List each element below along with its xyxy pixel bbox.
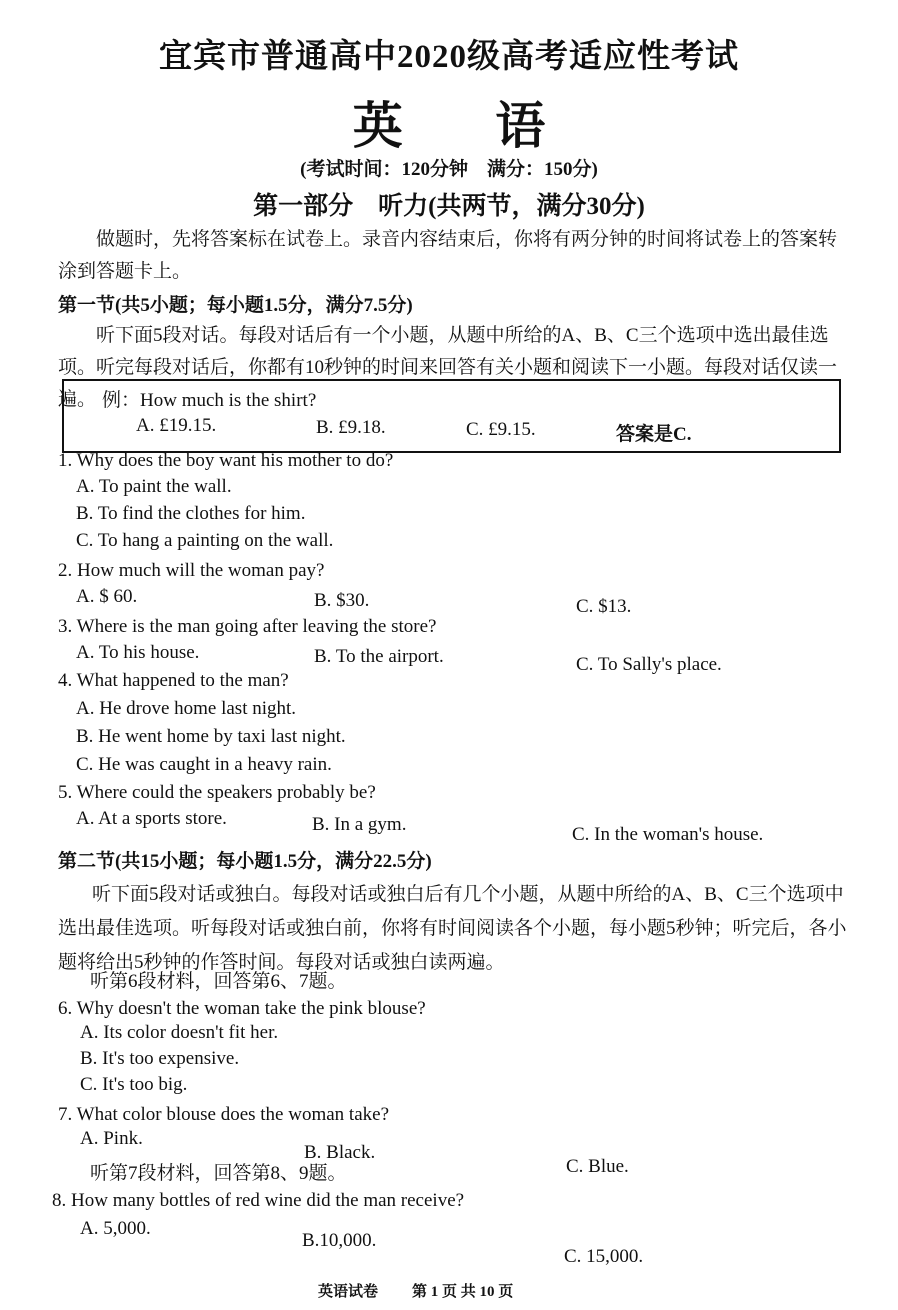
question-4: 4. What happened to the man? xyxy=(58,670,289,691)
part1-instructions: 做题时，先将答案标在试卷上。录音内容结束后，你将有两分钟的时间将试卷上的答案转涂到答题卡上。 xyxy=(58,229,838,282)
q8-option-b: B.10,000. xyxy=(302,1230,377,1251)
q2-option-b: B. $30. xyxy=(314,590,370,611)
q1-option-a: A. To paint the wall. xyxy=(76,476,232,497)
example-box xyxy=(62,379,841,453)
example-option-b: B. £9.18. xyxy=(316,417,386,438)
q8-option-c: C. 15,000. xyxy=(564,1246,644,1267)
material-6-instruction: 听第6段材料，回答第6、7题。 xyxy=(90,971,347,992)
q4-option-c: C. He was caught in a heavy rain. xyxy=(76,754,332,775)
question-6: 6. Why doesn't the woman take the pink blouse? xyxy=(58,998,426,1019)
footer-subject: 英语试卷 xyxy=(318,1284,379,1300)
q7-option-c: C. Blue. xyxy=(566,1156,629,1177)
question-2: 2. How much will the woman pay? xyxy=(58,560,325,581)
part1-title: 第一部分 听力(共两节，满分30分) xyxy=(253,193,645,220)
subject-title: 英 语 xyxy=(352,98,586,154)
question-8: 8. How many bottles of red wine did the man receive? xyxy=(52,1190,465,1211)
q5-option-a: A. At a sports store. xyxy=(76,808,227,829)
footer-page-number: 第 1 页 共 10 页 xyxy=(412,1284,514,1300)
q6-option-b: B. It's too expensive. xyxy=(80,1048,240,1069)
example-option-c: C. £9.15. xyxy=(466,419,536,440)
material-7-instruction: 听第7段材料，回答第8、9题。 xyxy=(90,1163,347,1184)
q7-option-a: A. Pink. xyxy=(80,1128,143,1149)
q3-option-b: B. To the airport. xyxy=(314,646,444,667)
question-3: 3. Where is the man going after leaving the store? xyxy=(58,616,437,637)
q2-option-c: C. $13. xyxy=(576,596,632,617)
q6-option-c: C. It's too big. xyxy=(80,1074,188,1095)
section1-title: 第一节(共5小题；每小题1.5分，满分7.5分) xyxy=(58,295,413,316)
q3-option-a: A. To his house. xyxy=(76,642,200,663)
q3-option-c: C. To Sally's place. xyxy=(576,654,722,675)
q1-option-b: B. To find the clothes for him. xyxy=(76,503,306,524)
exam-title: 宜宾市普通高中2020级高考适应性考试 xyxy=(159,39,739,75)
q4-option-a: A. He drove home last night. xyxy=(76,698,297,719)
question-7: 7. What color blouse does the woman take? xyxy=(58,1104,389,1125)
example-option-a: A. £19.15. xyxy=(136,415,217,436)
q6-option-a: A. Its color doesn't fit her. xyxy=(80,1022,279,1043)
q8-option-a: A. 5,000. xyxy=(80,1218,151,1239)
q5-option-b: B. In a gym. xyxy=(312,814,407,835)
q2-option-a: A. $ 60. xyxy=(76,586,138,607)
q5-option-c: C. In the woman's house. xyxy=(572,824,764,845)
q1-option-c: C. To hang a painting on the wall. xyxy=(76,530,334,551)
section2-title: 第二节(共15小题；每小题1.5分，满分22.5分) xyxy=(58,851,432,872)
example-question: 例：How much is the shirt? xyxy=(102,390,317,411)
question-1: 1. Why does the boy want his mother to do? xyxy=(58,450,394,471)
section1-instructions: 听下面5段对话。每段对话后有一个小题，从题中所给的A、B、C三个选项中选出最佳选项。听完每段对话后，你都有10秒钟的时间来回答有关小题和阅读下一小题。每段对话仅读一遍。 xyxy=(58,325,838,410)
q4-option-b: B. He went home by taxi last night. xyxy=(76,726,346,747)
example-answer: 答案是C. xyxy=(616,424,692,445)
question-5: 5. Where could the speakers probably be? xyxy=(58,782,376,803)
q7-option-b: B. Black. xyxy=(304,1142,376,1163)
exam-info: (考试时间：120分钟 满分：150分) xyxy=(300,159,598,180)
section2-instructions: 听下面5段对话或独白。每段对话或独白后有几个小题，从题中所给的A、B、C三个选项中选出最佳选项。听每段对话或独白前，你将有时间阅读各个小题，每小题5秒钟；听完后，各小题将给出5秒钟的作答时间。每段对话或独白读两遍。 xyxy=(58,884,847,973)
